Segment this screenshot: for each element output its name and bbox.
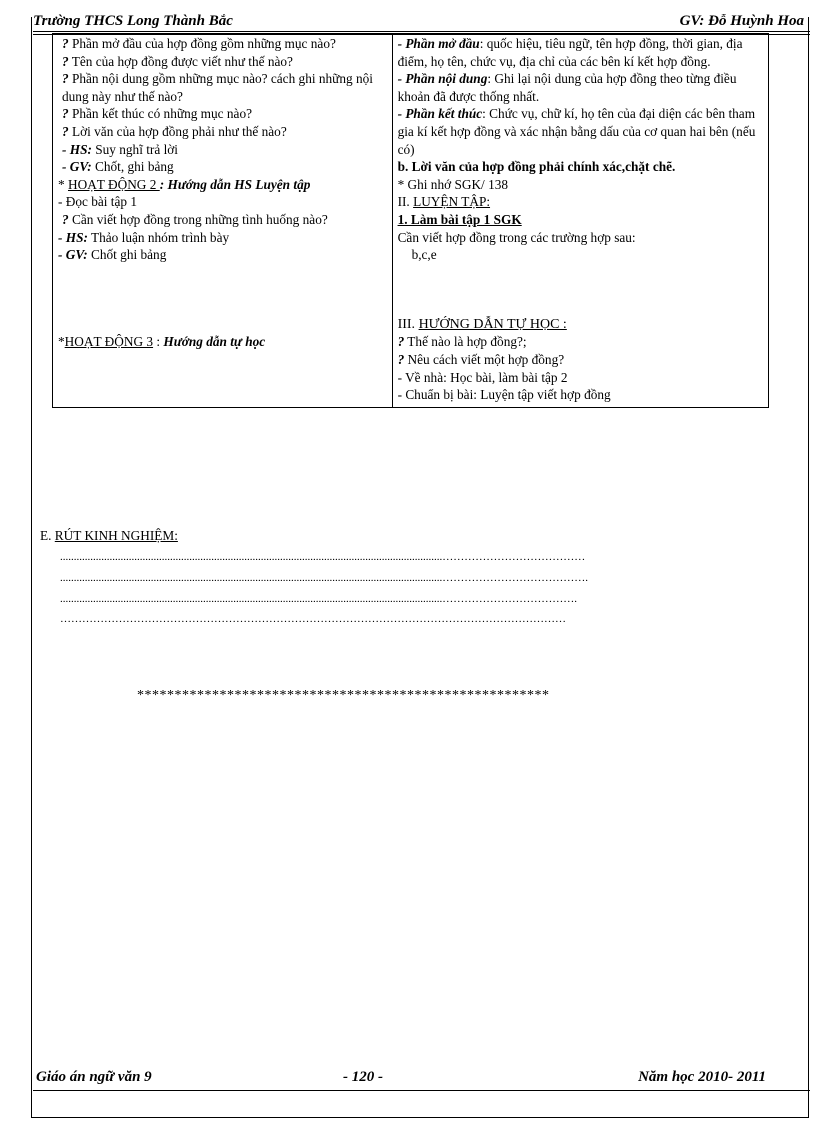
part-ending: - Phần kết thúc: Chức vụ, chữ kí, họ tên của đại diện các bên tham gia kí kết hợp đồng và xác nhận bằng dấu của cơ quan hai bên (nếu có) [397, 106, 756, 157]
dotted-line-2: ...........................................................................................................................................…………………………………. [60, 572, 588, 584]
question-3: ? Phần nội dung gồm những mục nào? cách ghi những nội dung này như thế nào? [62, 71, 373, 104]
dotted-line-4: ………………………………………………………………………………………………………………………… [60, 613, 566, 625]
lesson-table [52, 33, 769, 408]
part-content: - Phần nội dung: Ghi lại nội dung của hợp đồng theo từng điều khoản đã được thống nhất. [397, 71, 737, 104]
prepare-lesson: - Chuẩn bị bài: Luyện tập viết hợp đồng [397, 387, 611, 403]
activity-3-heading: *HOẠT ĐỘNG 3 : Hướng dẫn tự học [58, 333, 266, 349]
question-2: ? Tên của hợp đồng được viết như thế nào? [62, 53, 293, 69]
memo-note: * Ghi nhớ SGK/ 138 [397, 176, 509, 192]
content-column [392, 34, 768, 408]
exercise-1-heading: 1. Làm bài tập 1 SGK [397, 211, 522, 227]
dotted-line-3: ...........................................................................................................................................………………………………. [60, 593, 577, 605]
practice-heading: II. LUYỆN TẬP: [397, 194, 491, 210]
question-6: ? Cần viết hợp đồng trong những tình huống nào? [62, 211, 328, 227]
self-study-q2: ? Nêu cách viết một hợp đồng? [397, 351, 565, 367]
teacher-name: GV: Đỗ Huỳnh Hoa [679, 13, 804, 29]
teacher-activity-column [53, 34, 393, 408]
exercise-1-text: Cần viết hợp đồng trong các trường hợp sau: [397, 229, 636, 245]
header-rule [33, 31, 810, 32]
question-4: ? Phần kết thúc có những mục nào? [62, 106, 253, 122]
self-study-q1: ? Thế nào là hợp đồng?; [397, 334, 527, 350]
hs-answer: - HS: Suy nghĩ trả lời [62, 141, 178, 157]
school-year: Năm học 2010- 2011 [638, 1069, 766, 1085]
language-requirement: b. Lời văn của hợp đồng phải chính xác,chặt chẽ. [397, 159, 676, 175]
exercise-1-answer: b,c,e [411, 247, 437, 263]
homework: - Về nhà: Học bài, làm bài tập 2 [397, 369, 568, 385]
part-opening: - Phần mở đầu: quốc hiệu, tiêu ngữ, tên hợp đồng, thời gian, địa điểm, họ tên, chức vụ, địa chỉ của các bên kí kết hợp đồng. [397, 36, 743, 69]
school-name: Trường THCS Long Thành Bắc [33, 13, 233, 29]
dotted-line-1: ...........................................................................................................................................………………………………… [60, 551, 586, 563]
table-row [53, 34, 769, 408]
section-e-heading: E. RÚT KINH NGHIỆM: [40, 528, 178, 543]
footer-rule [33, 1090, 810, 1091]
activity-2-heading: * HOẠT ĐỘNG 2 : Hướng dẫn HS Luyện tập [58, 176, 311, 192]
self-study-heading: III. HƯỚNG DẪN TỰ HỌC : [397, 316, 567, 332]
question-1: ? Phần mở đầu của hợp đồng gồm những mục nào? [62, 36, 336, 51]
hs-discussion: - HS: Thảo luận nhóm trình bày [58, 229, 230, 245]
question-5: ? Lời văn của hợp đồng phải như thế nào? [62, 123, 287, 139]
gv-conclusion: - GV: Chốt ghi bảng [58, 247, 167, 263]
read-exercise: - Đọc bài tập 1 [58, 194, 138, 210]
page-header [33, 13, 810, 33]
footer-subject: Giáo án ngữ văn 9 [36, 1069, 152, 1085]
gv-note: - GV: Chốt, ghi bảng [62, 159, 174, 175]
page-number: - 120 - [343, 1069, 383, 1085]
star-divider: ******************************************************* [137, 688, 550, 703]
page-footer [36, 1069, 806, 1089]
